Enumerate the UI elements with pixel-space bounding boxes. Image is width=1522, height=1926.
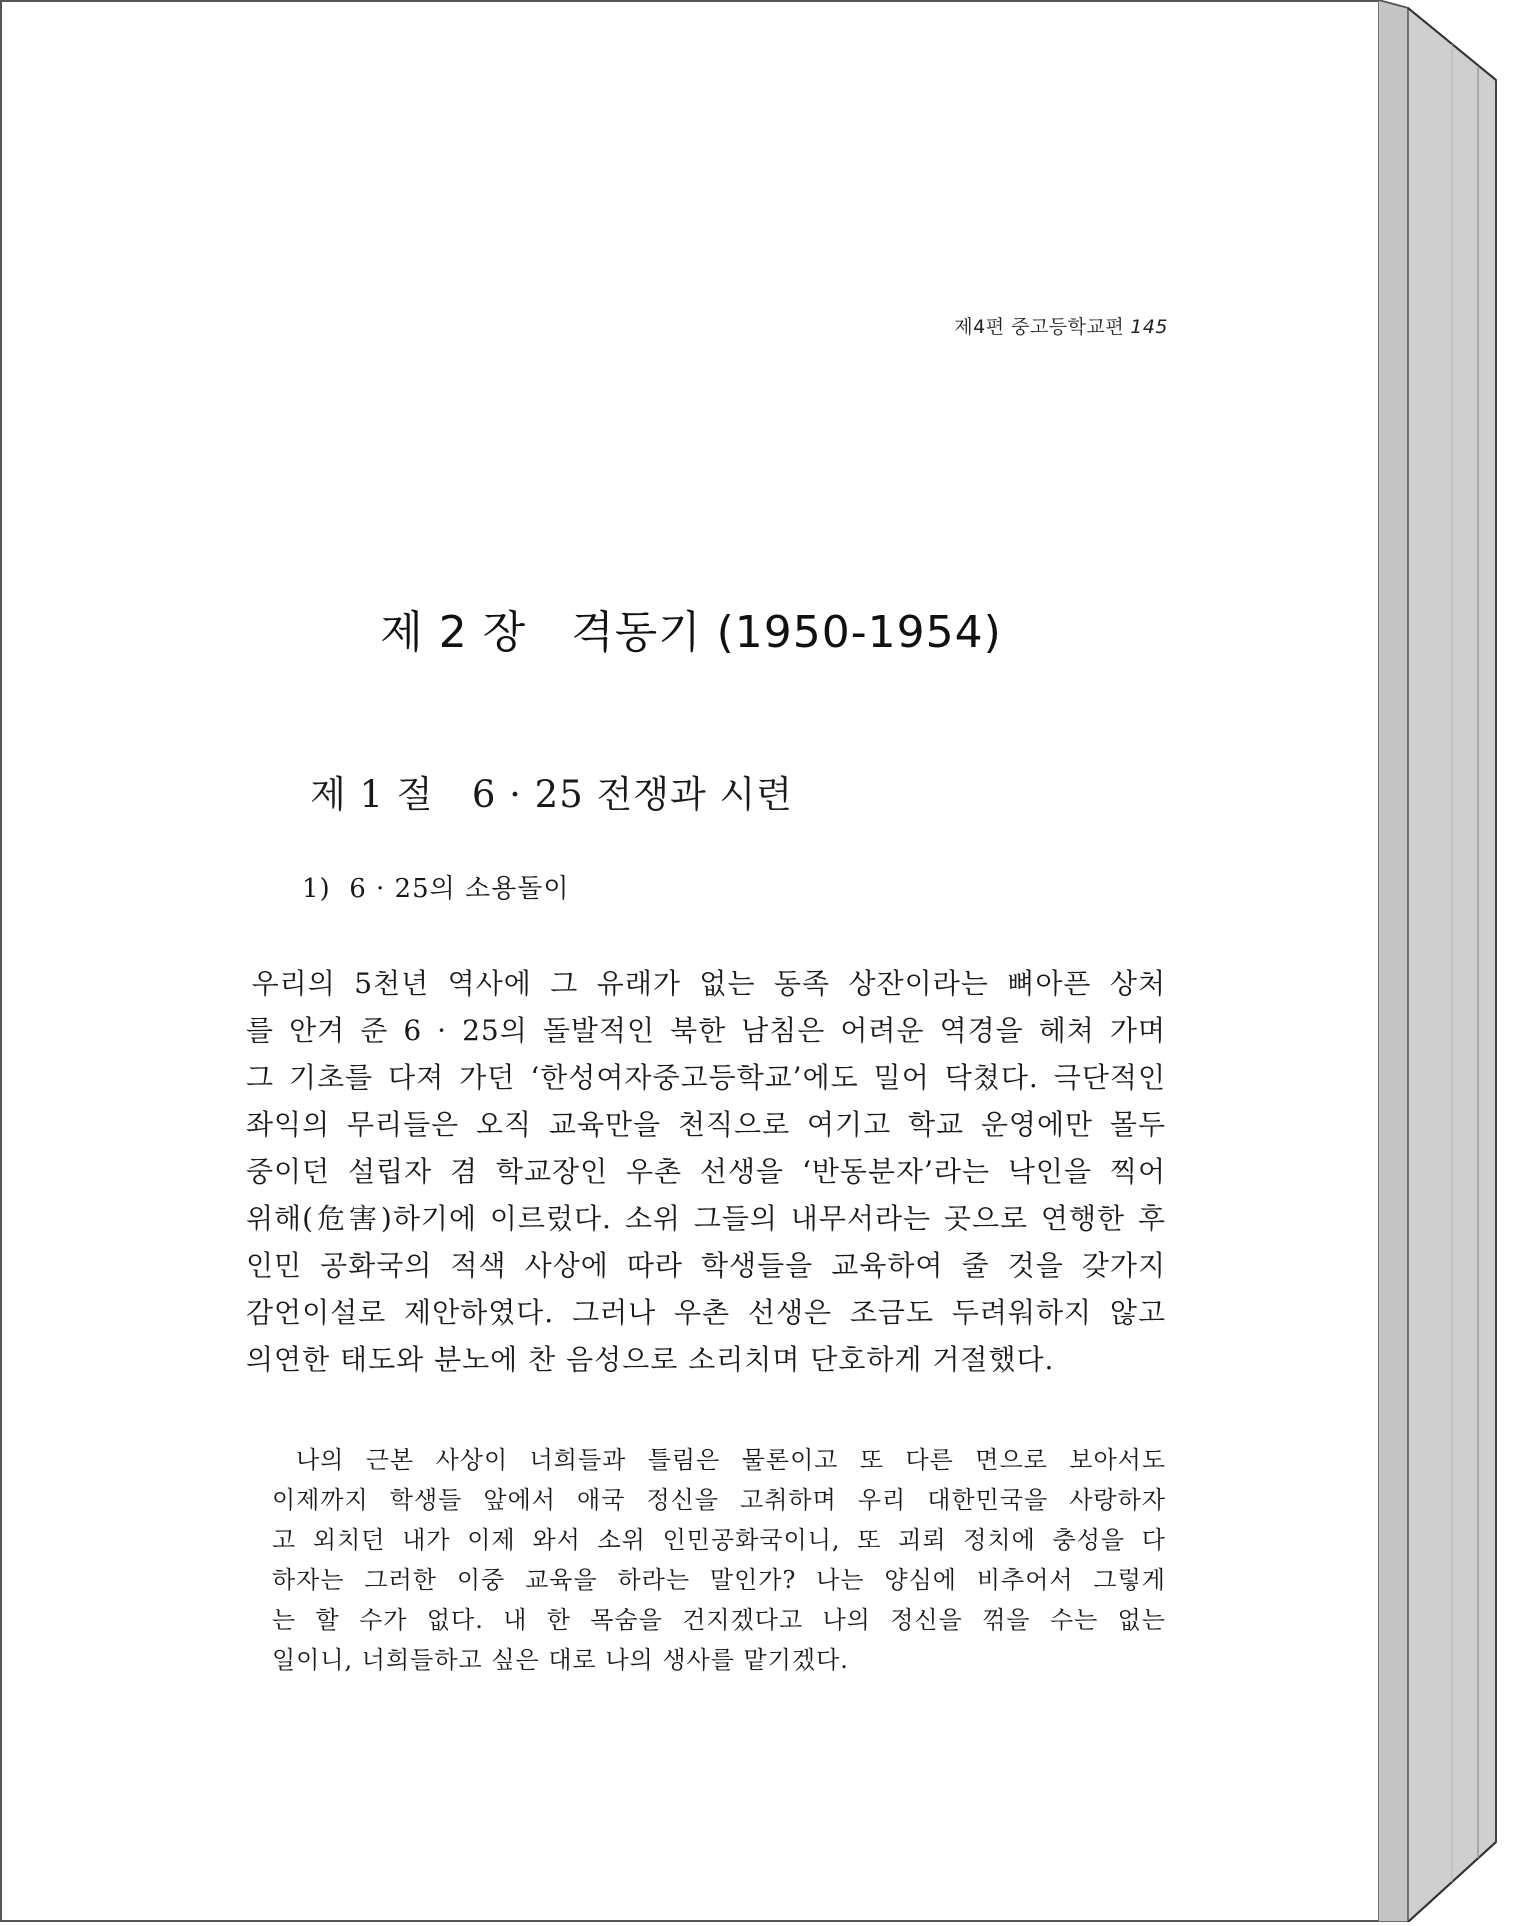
running-head (822, 312, 1168, 339)
book-page-edges (1378, 0, 1498, 1922)
body-line: 의연한 태도와 분노에 찬 음성으로 소리치며 단호하게 거절했다. (246, 1343, 1055, 1376)
page-number: 145 (1130, 316, 1168, 338)
body-line: 인민 공화국의 적색 사상에 따라 학생들을 교육하여 줄 것을 갖가지 (246, 1249, 1166, 1282)
body-line: 좌익의 무리들은 오직 교육만을 천직으로 여기고 학교 운영에만 몰두 (246, 1108, 1166, 1141)
quote-line: 하자는 그러한 이중 교육을 하라는 말인가? 나는 양심에 비추어서 그렇게 (272, 1566, 1166, 1594)
running-head-section: 제4편 중고등학교편 (954, 316, 1125, 338)
subsection-title: 1) 6 · 25의 소용돌이 (302, 874, 570, 904)
quote-block (272, 1440, 1166, 1680)
quote-line: 고 외치던 내가 이제 와서 소위 인민공화국이니, 또 괴뢰 정치에 충성을 다 (272, 1526, 1166, 1554)
quote-line: 이제까지 학생들 앞에서 애국 정신을 고취하며 우리 대한민국을 사랑하자 (272, 1486, 1166, 1514)
body-line: 우리의 5천년 역사에 그 유래가 없는 동족 상잔이라는 뼈아픈 상처 (251, 967, 1166, 1000)
page-edge-shape (1378, 0, 1498, 1922)
quote-line: 일이니, 너희들하고 싶은 대로 나의 생사를 맡기겠다. (272, 1646, 849, 1674)
body-paragraph (246, 960, 1166, 1383)
body-line: 를 안겨 준 6 · 25의 돌발적인 북한 남침은 어려운 역경을 헤쳐 가며 (246, 1014, 1166, 1047)
quote-line: 나의 근본 사상이 너희들과 틀림은 물론이고 또 다른 면으로 보아서도 (296, 1446, 1166, 1474)
section-title: 제 1 절 6 · 25 전쟁과 시련 (310, 773, 793, 816)
quote-line: 는 할 수가 없다. 내 한 목숨을 건지겠다고 나의 정신을 꺾을 수는 없는 (272, 1606, 1166, 1634)
body-line: 감언이설로 제안하였다. 그러나 우촌 선생은 조금도 두려워하지 않고 (246, 1296, 1166, 1329)
body-line: 중이던 설립자 겸 학교장인 우촌 선생을 ‘반동분자’라는 낙인을 찍어 (246, 1155, 1166, 1188)
chapter-title: 제 2 장 격동기 (1950-1954) (380, 607, 1002, 658)
body-line: 위해(危害)하기에 이르렀다. 소위 그들의 내무서라는 곳으로 연행한 후 (246, 1202, 1166, 1235)
body-line: 그 기초를 다져 가던 ‘한성여자중고등학교’에도 밀어 닥쳤다. 극단적인 (246, 1061, 1166, 1094)
